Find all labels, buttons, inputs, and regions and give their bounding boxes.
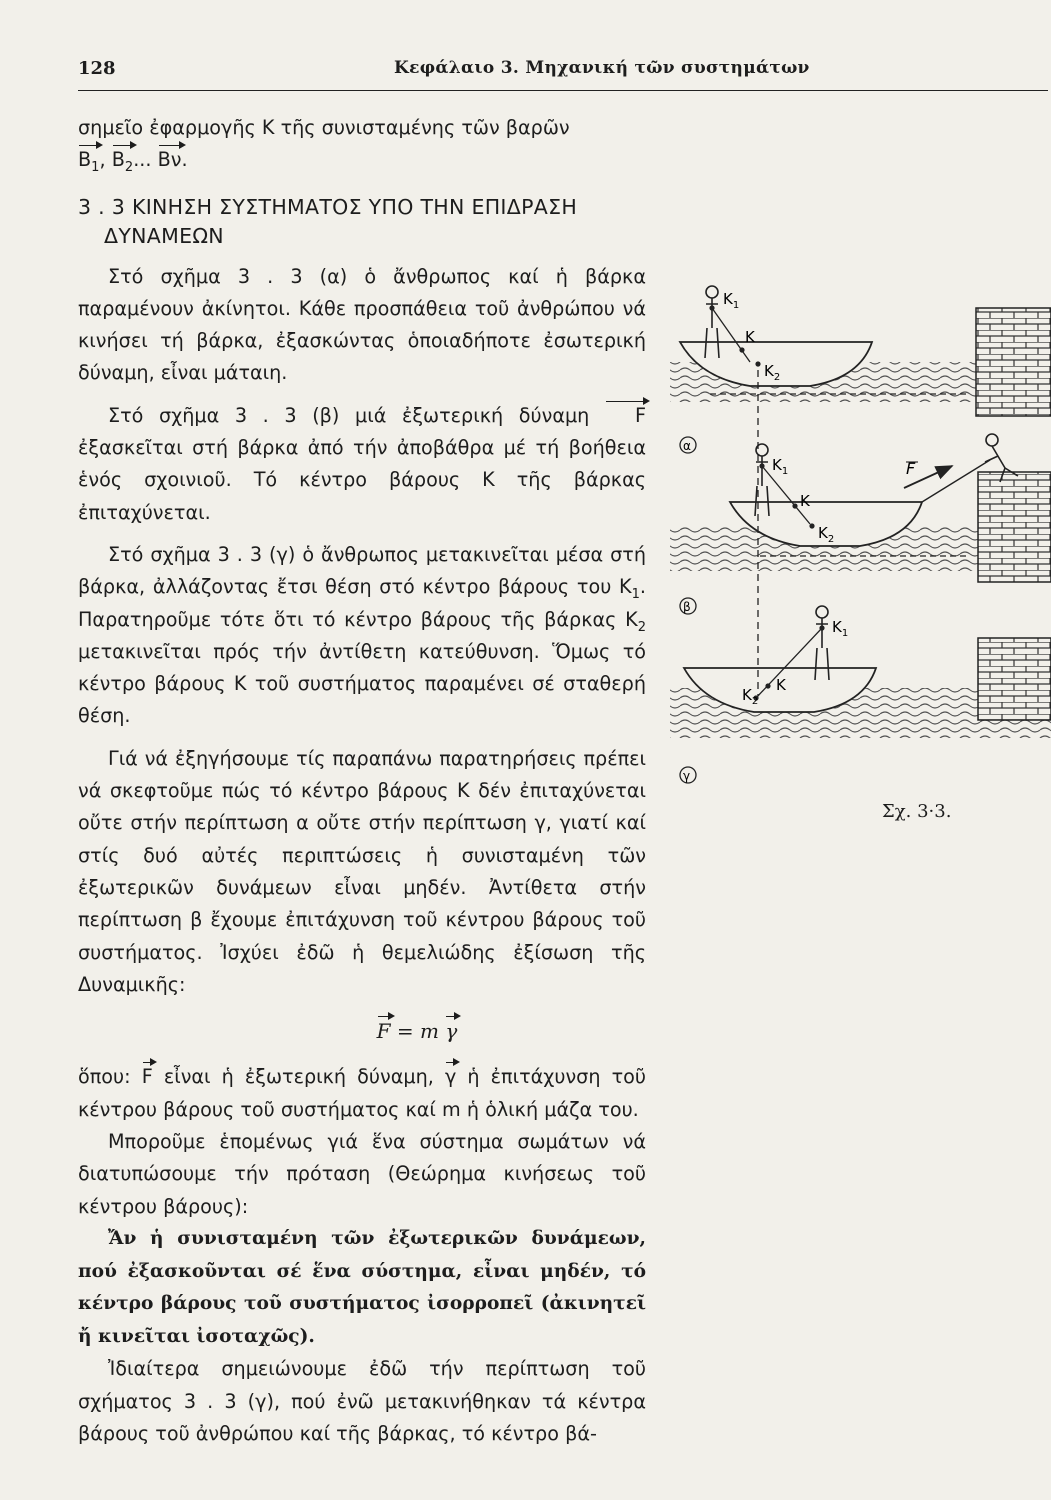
pier-beta bbox=[978, 472, 1051, 582]
vector-b1-subscript: 1 bbox=[91, 160, 100, 176]
point-k1-beta bbox=[759, 463, 764, 468]
equation-acceleration: γ bbox=[445, 1015, 457, 1047]
label-k1-gamma: $K_1$ bbox=[832, 618, 849, 639]
label-force-f: F bbox=[906, 459, 916, 478]
section-heading-line2: ΔΥΝΑΜΕΩΝ bbox=[104, 223, 224, 248]
case-alpha-scene bbox=[670, 286, 1051, 453]
figure-caption: Σχ. 3·3. bbox=[882, 801, 952, 822]
paragraph-gamma-end: μετακινεῖται πρός τήν ἀντίθετη κατεύθυνση. Ὅμως τό κέντρο βάρους K τοῦ συστήματος παραμένει σέ σταθερή θέση. bbox=[78, 639, 646, 728]
label-k1-alpha: $K_1$ bbox=[723, 290, 740, 311]
force-vector-f: F bbox=[605, 400, 646, 432]
label-k-gamma: K bbox=[776, 676, 786, 694]
page-header bbox=[78, 58, 1038, 88]
running-head: Κεφάλαιο 3. Μηχανική τῶν συστημάτων bbox=[394, 58, 810, 78]
vector-b2-subscript: 2 bbox=[124, 160, 134, 176]
paragraph-statement-intro: Μποροῦμε ἑπομένως γιά ἕνα σύστημα σωμάτων νά διατυπώσουμε τήν πρόταση (Θεώρημα κινήσεως τοῦ κέντρου βάρους): bbox=[78, 1130, 646, 1218]
paragraph-beta-end: ἐξασκεῖται στή βάρκα ἀπό τήν ἀποβάθρα μέ τή βοήθεια ἑνός σχοινιοῦ. Τό κέντρο βάρους K τῆς βάρκας ἐπιταχύνεται. bbox=[78, 436, 646, 524]
label-k1-beta: $K_1$ bbox=[772, 456, 789, 477]
k2-subscript: 2 bbox=[637, 619, 646, 635]
label-k-beta: K bbox=[800, 492, 810, 510]
point-k1-alpha bbox=[709, 305, 714, 310]
paragraph-closing: Ἰδιαίτερα σημειώνουμε ἐδῶ τήν περίπτωση τοῦ σχήματος 3 . 3 (γ), πού ἐνῶ μετακινήθηκαν τά κέντρα βάρους τοῦ ἀνθρώπου καί τῆς βάρκας, τό κέντρο βά- bbox=[78, 1357, 646, 1445]
paragraph-where bbox=[78, 1061, 646, 1126]
label-k-alpha: K bbox=[745, 328, 755, 346]
newton-equation bbox=[188, 1015, 646, 1047]
paragraph-case-gamma bbox=[78, 539, 646, 733]
intro-dots: ... bbox=[133, 148, 152, 172]
equation-force: F bbox=[377, 1015, 391, 1047]
pier-gamma bbox=[978, 638, 1051, 720]
paragraph-explanation: Γιά νά ἐξηγήσουμε τίς παραπάνω παρατηρήσεις πρέπει νά σκεφτοῦμε πώς τό κέντρο βάρους K δέν ἐπιταχύνεται οὔτε στήν περίπτωση α οὔτε στήν περίπτωση γ, γιατί καί στίς δυό αὐτές περιπτώσεις ἡ συνισταμένη τῶν ἐξωτερικῶν δυνάμεων εἶναι μηδέν. Ἀντίθετα στήν περίπτωση β ἔχουμε ἐπιτάχυνση τοῦ κέντρου βάρους τοῦ συστήματος. Ἰσχύει ἐδῶ ἡ θεμελιώδης ἐξίσωση τῆς Δυναμικῆς: bbox=[78, 746, 646, 996]
figure-3-3 bbox=[660, 270, 1051, 890]
point-k2-beta bbox=[809, 523, 814, 528]
vector-b2 bbox=[112, 144, 133, 176]
paragraph-gamma-start: Στό σχῆμα 3 . 3 (γ) ὁ ἄνθρωπος μετακινεῖται μέσα στή βάρκα, ἀλλάζοντας ἔτσι θέση στό κέντρο βάρους του K bbox=[78, 542, 646, 599]
k1-subscript: 1 bbox=[631, 587, 640, 603]
pier-alpha bbox=[976, 308, 1051, 416]
label-gamma: γ bbox=[683, 769, 691, 783]
point-k-alpha bbox=[739, 347, 744, 352]
equation-mass: = m bbox=[390, 1019, 446, 1044]
paragraph-beta-start: Στό σχῆμα 3 . 3 (β) μιά ἐξωτερική δύναμη bbox=[108, 403, 590, 427]
section-heading bbox=[78, 193, 646, 251]
where-start: ὅπου: bbox=[78, 1065, 142, 1089]
theorem-statement: Ἄν ἡ συνισταμένη τῶν ἐξωτερικῶν δυνάμεων, πού ἐξασκοῦνται σέ ἕνα σύστημα, εἶναι μηδέν, τό κέντρο βάρους τοῦ συστήματος ἰσορροπεῖ (ἀκινητεῖ ἤ κινεῖται ἰσοταχῶς). bbox=[78, 1227, 646, 1347]
header-rule bbox=[78, 90, 1048, 91]
paragraph-case-beta bbox=[78, 400, 646, 529]
intro-comma: , bbox=[99, 148, 106, 172]
label-k2-gamma: $K_2$ bbox=[742, 686, 759, 707]
point-k1-gamma bbox=[819, 625, 824, 630]
where-acceleration: γ bbox=[445, 1061, 456, 1093]
vector-b1-letter: B bbox=[78, 148, 92, 172]
text-column bbox=[78, 112, 646, 1450]
point-k2-alpha bbox=[755, 361, 760, 366]
case-gamma-scene bbox=[670, 606, 1051, 783]
section-heading-line1: 3 . 3 ΚΙΝΗΣΗ ΣΥΣΤΗΜΑΤΟΣ ΥΠΟ ΤΗΝ ΕΠΙΔΡΑΣΗ bbox=[78, 194, 578, 219]
vector-b1 bbox=[78, 144, 99, 176]
label-alpha: α bbox=[683, 439, 691, 453]
case-beta-scene bbox=[670, 434, 1051, 614]
label-k2-beta: $K_2$ bbox=[818, 524, 835, 545]
point-k-gamma bbox=[765, 683, 770, 688]
where-middle: εἶναι ἡ ἐξωτερική δύναμη, bbox=[152, 1065, 445, 1089]
paragraph-case-alpha: Στό σχῆμα 3 . 3 (α) ὁ ἄνθρωπος καί ἡ βάρκα παραμένουν ἀκίνητοι. Κάθε προσπάθεια τοῦ ἀνθρώπου νά κινήσει τή βάρκα, ἐξασκώντας ὁποιαδήποτε ἐσωτερική δύναμη, εἶναι μάταιη. bbox=[78, 264, 646, 385]
intro-text: σημεῖο ἐφαρμογῆς K τῆς συνισταμένης τῶν βαρῶν bbox=[78, 116, 570, 139]
paragraph-gamma-middle: . Παρατηροῦμε τότε ὅτι τό κέντρο βάρους τῆς βάρκας K bbox=[78, 575, 646, 631]
where-end: ἡ ἐπιτάχυνση τοῦ κέντρου βάρους τοῦ συστήματος καί m ἡ ὁλική μάζα του. bbox=[78, 1065, 646, 1121]
vector-b2-letter: B bbox=[111, 148, 125, 172]
label-k2-alpha: $K_2$ bbox=[764, 362, 781, 383]
point-k-beta bbox=[792, 503, 797, 508]
vector-bn: Bν bbox=[158, 144, 182, 176]
label-beta: β bbox=[683, 600, 691, 614]
page-number: 128 bbox=[78, 58, 116, 79]
where-force: F bbox=[142, 1061, 153, 1093]
intro-paragraph: σημεῖο ἐφαρμογῆς K τῆς συνισταμένης τῶν βαρῶν $B_1$, $B_2$... Bν. bbox=[78, 116, 570, 176]
figure-drawing bbox=[660, 270, 1051, 890]
